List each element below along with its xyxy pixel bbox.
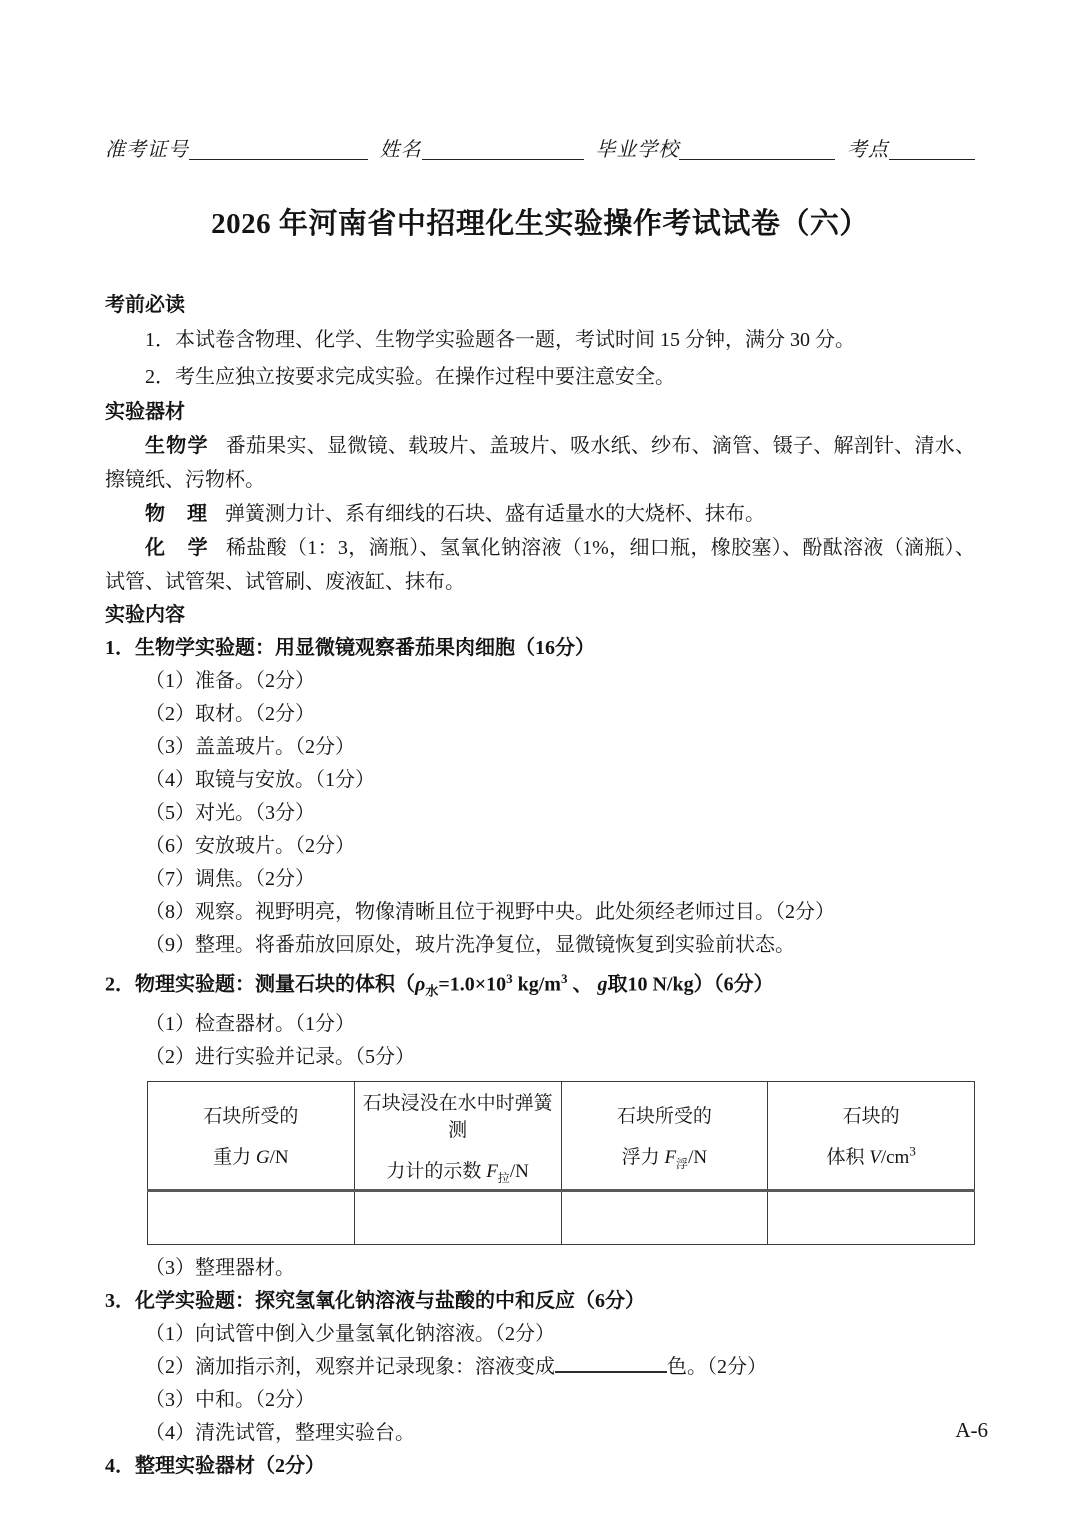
quantity-symbol: F: [664, 1147, 677, 1169]
quantity-symbol: G: [255, 1147, 270, 1169]
header-line2: 重力 G/N: [213, 1147, 289, 1169]
physics-step: （1）检查器材。（1分）: [145, 1012, 355, 1035]
field-school: [595, 138, 835, 162]
exponent: 3: [560, 971, 568, 986]
quantity-subscript: 浮: [676, 1156, 689, 1171]
header-line1: 石块所受的: [616, 1106, 712, 1128]
physics-title-part: 取10 N/kg）（6分）: [607, 973, 774, 996]
rho-symbol: ρ: [415, 973, 426, 996]
biology-question-title: 1．生物学实验题：用显微镜观察番茄果肉细胞（16分）: [105, 637, 595, 659]
equipment-biology: [105, 429, 975, 497]
header-line2: 浮力 $F_浮/N$: [621, 1147, 708, 1171]
header-line1: 石块的: [842, 1106, 900, 1128]
quantity-subscript: 拉: [497, 1170, 510, 1185]
g-symbol: g: [597, 973, 608, 996]
biology-step: （4）取镜与安放。（1分）: [145, 769, 375, 791]
quantity-symbol: F: [486, 1160, 498, 1182]
physics-step: （3）整理器材。: [145, 1257, 295, 1280]
exponent: 3: [506, 971, 513, 986]
biology-step: （8）观察。视野明亮，物像清晰且位于视野中央。此处须经老师过目。（2分）: [145, 901, 835, 923]
equipment-text: 番茄果实、显微镜、载玻片、盖玻片、吸水纸、纱布、滴管、镊子、解剖针、清水、擦镜纸、污物杯。: [105, 435, 976, 491]
table-header-cell-volume: [768, 1081, 975, 1191]
cleanup-question-title: 4．整理实验器材（2分）: [105, 1455, 325, 1478]
field-exam-id: [105, 138, 368, 162]
header-line2: 力计的示数 $F_拉/N$: [386, 1160, 529, 1185]
equipment-label: 生物学: [145, 435, 209, 457]
table-header-cell-spring-reading: [354, 1081, 561, 1191]
table-header-cell-buoyancy: [561, 1081, 768, 1191]
fill-in-line: [422, 159, 584, 160]
chemistry-step-text: 色。（2分）: [667, 1356, 767, 1379]
equipment-text: 弹簧测力计、系有细线的石块、盛有适量水的大烧杯、抹布。: [225, 503, 765, 525]
chemistry-step: （3）中和。（2分）: [145, 1389, 315, 1412]
table-empty-cell: [354, 1191, 561, 1245]
physics-question-title: [105, 962, 975, 1008]
chemistry-step-with-blank: [105, 1351, 975, 1384]
table-record-row: [148, 1191, 975, 1245]
physics-step: （2）进行实验并记录。（5分）: [145, 1045, 415, 1068]
rho-subscript: 水: [425, 983, 439, 999]
field-name: [380, 138, 584, 162]
candidate-info-row: [105, 136, 975, 162]
equipment-text: 稀盐酸（1：3，滴瓶）、氢氧化钠溶液（1%，细口瓶，橡胶塞）、酚酞溶液（滴瓶）、试管、试管架、试管刷、废液缸、抹布。: [105, 537, 975, 593]
chemistry-step: （4）清洗试管，整理实验台。: [145, 1422, 415, 1445]
table-header-cell-gravity: [148, 1081, 355, 1191]
fill-in-line: [189, 159, 368, 160]
table-header-row: [148, 1081, 975, 1191]
section-equipment-heading: 实验器材: [105, 401, 185, 423]
chemistry-question-title: 3．化学实验题：探究氢氧化钠溶液与盐酸的中和反应（6分）: [105, 1290, 645, 1313]
biology-step: （7）调焦。（2分）: [145, 868, 315, 890]
header-line2: 体积 $V/cm^3$: [826, 1143, 916, 1169]
physics-title-part: 2．物理实验题：测量石块的体积（: [105, 973, 415, 996]
table-empty-cell: [561, 1191, 768, 1245]
fill-in-line: [679, 159, 835, 160]
physics-record-table: [147, 1081, 975, 1246]
header-line1: 石块浸没在水中时弹簧测: [362, 1092, 553, 1141]
pre-exam-item: 1．本试卷含物理、化学、生物学实验题各一题，考试时间 15 分钟，满分 30 分。: [145, 329, 855, 351]
physics-title-part: 、: [567, 973, 598, 996]
field-label-name: 姓名: [379, 139, 422, 161]
biology-step: （9）整理。将番茄放回原处，玻片洗净复位，显微镜恢复到实验前状态。: [145, 934, 795, 956]
header-line1: 石块所受的: [203, 1106, 299, 1128]
equipment-physics: [105, 497, 975, 531]
field-label-school: 毕业学校: [595, 139, 680, 161]
biology-step: （3）盖盖玻片。（2分）: [145, 736, 355, 758]
equipment-label: 化 学: [145, 537, 209, 559]
section-content-heading: 实验内容: [105, 604, 185, 626]
equipment-label: 物 理: [145, 503, 208, 525]
biology-step: （1）准备。（2分）: [145, 670, 315, 692]
table-empty-cell: [148, 1191, 355, 1245]
biology-step: （2）取材。（2分）: [145, 703, 315, 725]
field-label-exam-id: 准考证号: [105, 139, 189, 161]
section-pre-exam-heading: 考前必读: [105, 294, 185, 316]
table-empty-cell: [768, 1191, 975, 1245]
chemistry-step-text: （2）滴加指示剂，观察并记录现象：溶液变成: [145, 1356, 555, 1379]
physics-title-part: =1.0×10: [438, 973, 507, 996]
page-number: A-6: [955, 1418, 988, 1442]
fill-in-line: [889, 159, 975, 160]
biology-step: （5）对光。（3分）: [145, 802, 315, 824]
quantity-symbol: V: [869, 1147, 881, 1169]
equipment-chemistry: [105, 531, 975, 599]
field-site: [847, 138, 975, 162]
biology-step: （6）安放玻片。（2分）: [145, 835, 355, 857]
chemistry-step: （1）向试管中倒入少量氢氧化钠溶液。（2分）: [145, 1323, 555, 1346]
answer-blank: [555, 1371, 667, 1373]
doc-title: 2026 年河南省中招理化生实验操作考试试卷（六）: [211, 208, 869, 240]
pre-exam-item: 2．考生应独立按要求完成实验。在操作过程中要注意安全。: [145, 366, 675, 388]
field-label-site: 考点: [846, 139, 889, 161]
physics-title-part: kg/m: [512, 973, 561, 996]
unit-exponent: 3: [909, 1143, 916, 1159]
